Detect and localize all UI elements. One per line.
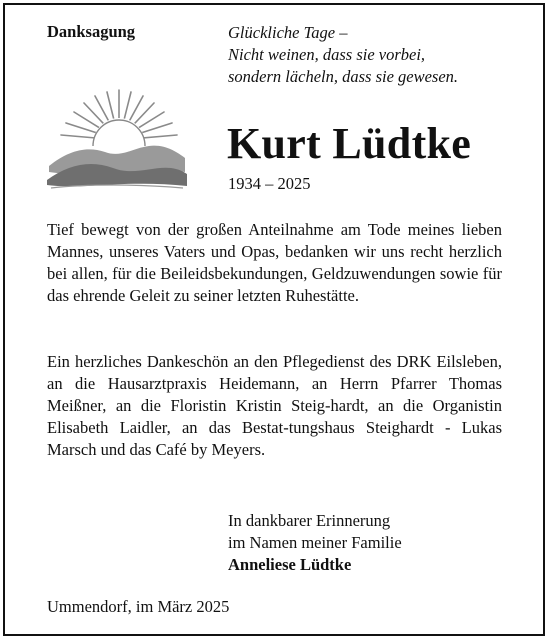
motto-line-3: sondern lächeln, dass sie gewesen.	[228, 67, 459, 86]
closing-block	[228, 510, 402, 576]
thanks-paragraph: Tief bewegt von der großen Anteilnahme am Tode meines lieben Mannes, unseres Vaters und Opas, bedanken wir uns recht herzlich bei allen, für die Beileidsbekundungen, Geldzuwendungen sowie für das ehrende Geleit zu seiner letzten Ruhestätte.	[47, 220, 502, 305]
deceased-name: Kurt Lüdtke	[227, 119, 472, 168]
life-dates: 1934 – 2025	[228, 174, 311, 193]
acknowledgements-paragraph: Ein herzliches Dankeschön an den Pflegedienst des DRK Eilsleben, an die Hausarztpraxis Heidemann, an Herrn Pfarrer Thomas Meißner, an die Floristin Kristin Steig-hardt, an die Organistin Elisabeth Laidler, an das Bestat-tungshaus Steighardt - Lukas Marsch und das Café by Meyers.	[47, 352, 502, 459]
motto-line-1: Glückliche Tage –	[228, 23, 348, 42]
notice-heading: Danksagung	[47, 22, 136, 41]
sun-over-hills-icon	[47, 88, 187, 190]
closing-line-1: In dankbarer Erinnerung	[228, 511, 391, 530]
motto-verse	[228, 22, 458, 88]
motto-line-2: Nicht weinen, dass sie vorbei,	[228, 45, 426, 64]
closing-line-2: im Namen meiner Familie	[228, 533, 402, 552]
place-and-date: Ummendorf, im März 2025	[47, 597, 230, 616]
signer-name: Anneliese Lüdtke	[228, 555, 352, 574]
